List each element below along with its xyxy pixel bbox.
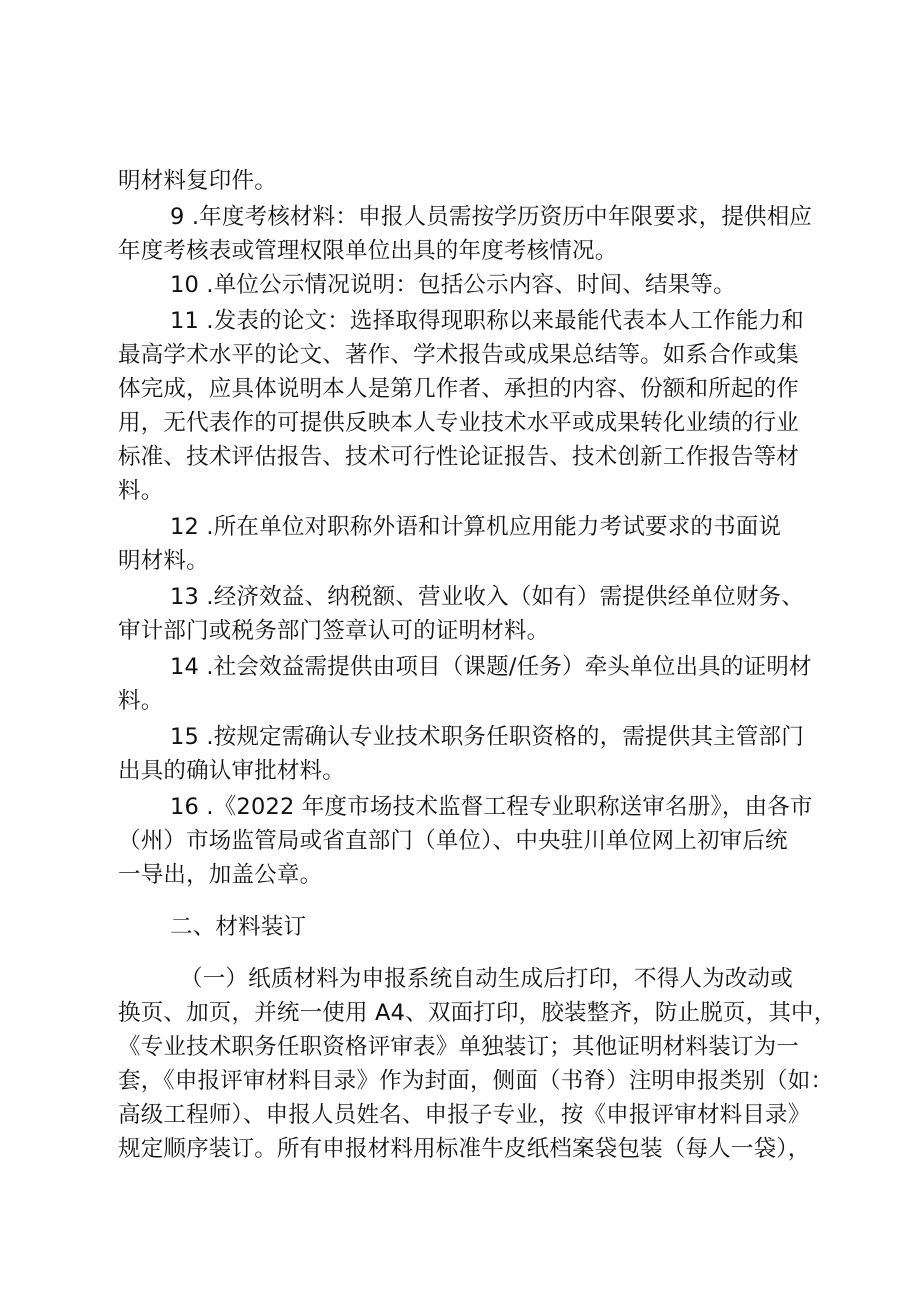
text-line: 13 .经济效益、纳税额、营业收入（如有）需提供经单位财务、	[170, 584, 804, 610]
text-line: 料。	[118, 478, 164, 504]
text-line: 14 .社会效益需提供由项目（课题/任务）牵头单位出具的证明材	[170, 654, 812, 680]
text-line: 10 .单位公示情况说明：包括公示内容、时间、结果等。	[170, 272, 736, 298]
text-line: 《专业技术职务任职资格评审表》单独装订；其他证明材料装订为一	[118, 1034, 800, 1060]
text-line: 换页、加页，并统一使用 A4、双面打印，胶装整齐，防止脱页，其中，	[118, 1000, 837, 1026]
text-line: 一导出，加盖公章。	[118, 862, 323, 888]
text-line: 16 .《2022 年度市场技术监督工程专业职称送审名册》，由各市	[170, 794, 813, 820]
text-line: 明材料复印件。	[118, 168, 277, 194]
text-line: 审计部门或税务部门签章认可的证明材料。	[118, 618, 550, 644]
text-line: （州）市场监管局或省直部门（单位）、中央驻川单位网上初审后统	[118, 828, 788, 854]
text-line: 用，无代表作的可提供反映本人专业技术水平或成果转化业绩的行业	[118, 410, 800, 436]
text-line: 体完成，应具体说明本人是第几作者、承担的内容、份额和所起的作	[118, 376, 800, 402]
text-line: 标准、技术评估报告、技术可行性论证报告、技术创新工作报告等材	[118, 444, 800, 470]
text-line: （一）纸质材料为申报系统自动生成后打印，不得人为改动或	[180, 966, 793, 992]
text-line: 15 .按规定需确认专业技术职务任职资格的，需提供其主管部门	[170, 724, 804, 750]
text-line: 套，《申报评审材料目录》作为封面，侧面（书脊）注明申报类别（如：	[118, 1068, 834, 1094]
text-line: 12 .所在单位对职称外语和计算机应用能力考试要求的书面说	[170, 514, 782, 540]
text-line: 规定顺序装订。所有申报材料用标准牛皮纸档案袋包装（每人一袋），	[118, 1136, 811, 1162]
text-line: 料。	[118, 688, 164, 714]
text-line: 出具的确认审批材料。	[118, 758, 346, 784]
text-line: 明材料。	[118, 548, 209, 574]
text-line: 年度考核表或管理权限单位出具的年度考核情况。	[118, 238, 618, 264]
section-heading: 二、材料装订	[170, 914, 307, 940]
text-line: 高级工程师）、申报人员姓名、申报子专业，按《申报评审材料目录》	[118, 1102, 811, 1128]
text-line: 最高学术水平的论文、著作、学术报告或成果总结等。如系合作或集	[118, 342, 800, 368]
text-line: 9 .年度考核材料：申报人员需按学历资历中年限要求，提供相应	[170, 204, 813, 230]
text-line: 11 .发表的论文：选择取得现职称以来最能代表本人工作能力和	[170, 308, 804, 334]
